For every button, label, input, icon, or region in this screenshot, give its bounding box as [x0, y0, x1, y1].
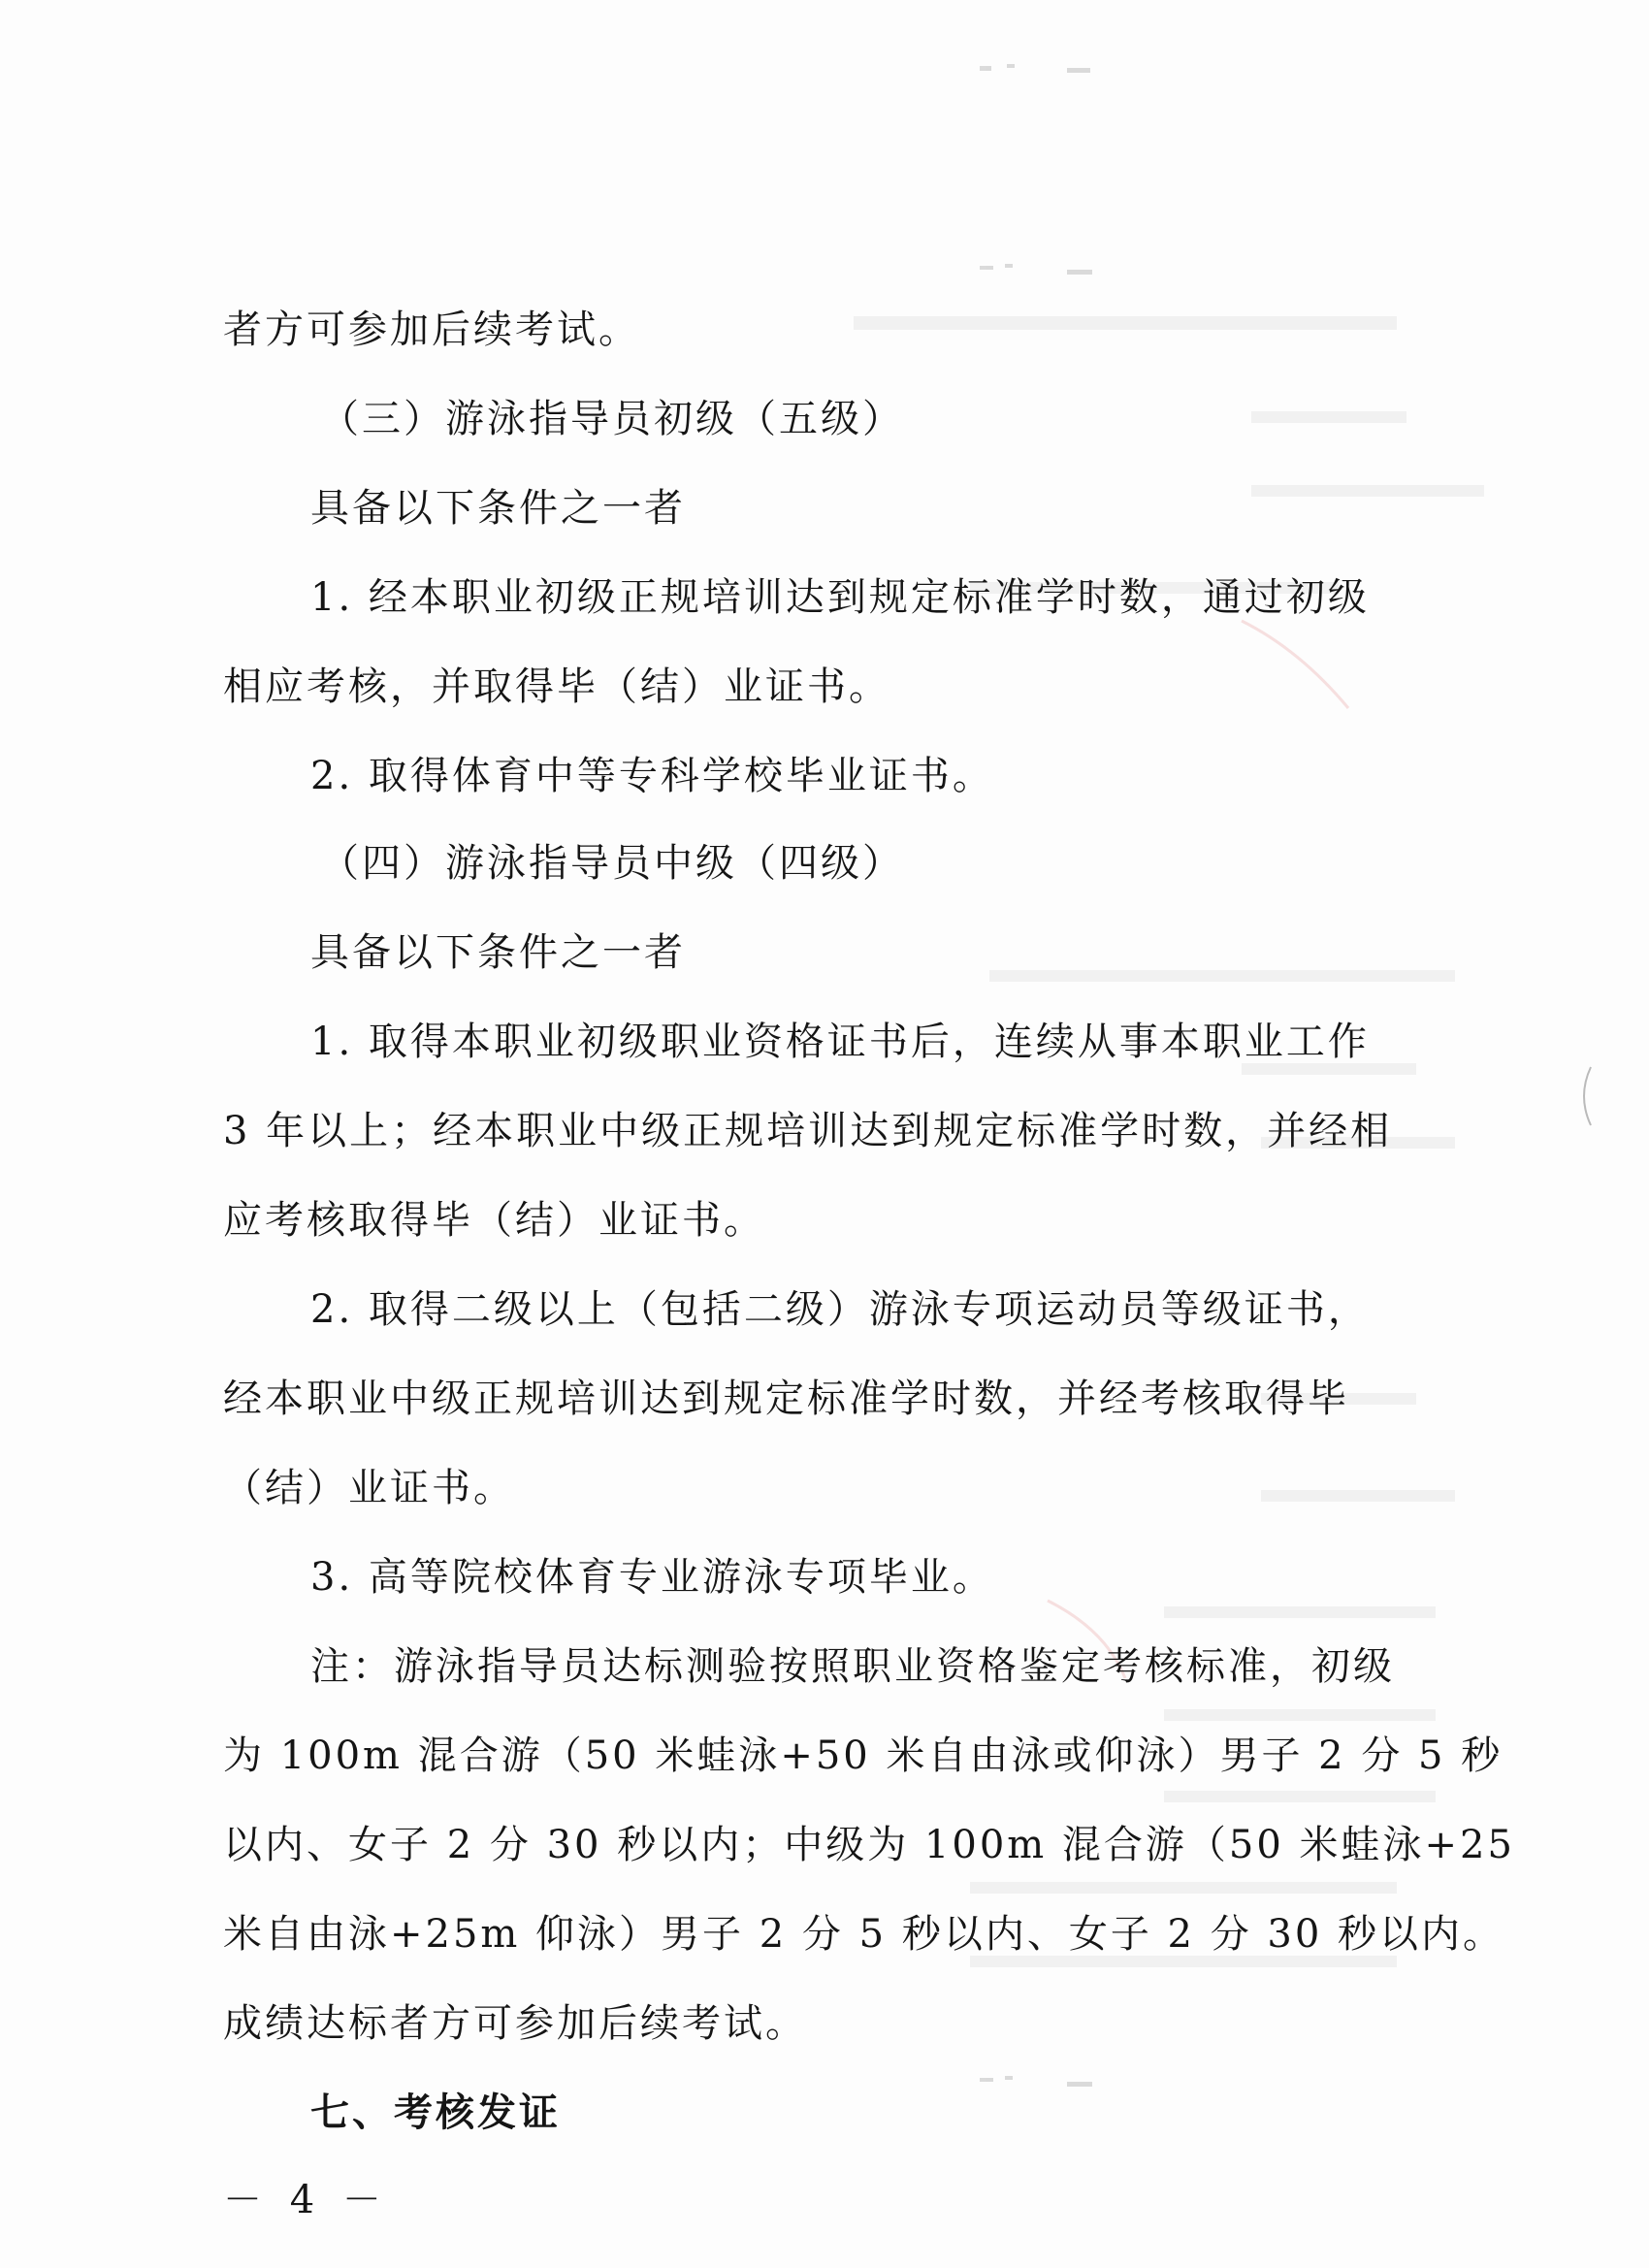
- note-continued: 以内、女子 2 分 30 秒以内；中级为 100m 混合游（50 米蛙泳+25: [223, 1823, 1515, 1867]
- condition-item-continued: 相应考核，并取得毕（结）业证书。: [223, 664, 890, 709]
- subheading-level-4: （四）游泳指导员中级（四级）: [320, 841, 904, 886]
- condition-item: 1. 取得本职业初级职业资格证书后，连续从事本职业工作: [310, 1020, 1370, 1064]
- note-continued: 成绩达标者方可参加后续考试。: [223, 2001, 807, 2046]
- condition-item-continued: 应考核取得毕（结）业证书。: [223, 1198, 765, 1243]
- section-heading: 七、考核发证: [310, 2090, 561, 2135]
- conditions-label: 具备以下条件之一者: [310, 930, 686, 975]
- condition-item: 2. 取得体育中等专科学校毕业证书。: [310, 754, 994, 798]
- condition-item-continued: 经本职业中级正规培训达到规定标准学时数，并经考核取得毕: [223, 1377, 1349, 1421]
- note-paragraph: 注：游泳指导员达标测验按照职业资格鉴定考核标准，初级: [310, 1644, 1395, 1689]
- condition-item: 2. 取得二级以上（包括二级）游泳专项运动员等级证书，: [310, 1287, 1370, 1332]
- subheading-level-5: （三）游泳指导员初级（五级）: [320, 397, 904, 441]
- note-continued: 为 100m 混合游（50 米蛙泳+50 米自由泳或仰泳）男子 2 分 5 秒: [223, 1733, 1504, 1778]
- condition-item: 3. 高等院校体育专业游泳专项毕业。: [310, 1555, 994, 1600]
- note-continued: 米自由泳+25m 仰泳）男子 2 分 5 秒以内、女子 2 分 30 秒以内。: [223, 1912, 1505, 1957]
- conditions-label: 具备以下条件之一者: [310, 486, 686, 531]
- condition-item-continued: 3 年以上；经本职业中级正规培训达到规定标准学时数，并经相: [223, 1109, 1393, 1153]
- condition-item: 1. 经本职业初级正规培训达到规定标准学时数，通过初级: [310, 575, 1370, 620]
- condition-item-continued: （结）业证书。: [223, 1466, 515, 1510]
- page-number: － 4 －: [223, 2178, 389, 2222]
- paragraph-continuation: 者方可参加后续考试。: [223, 308, 640, 352]
